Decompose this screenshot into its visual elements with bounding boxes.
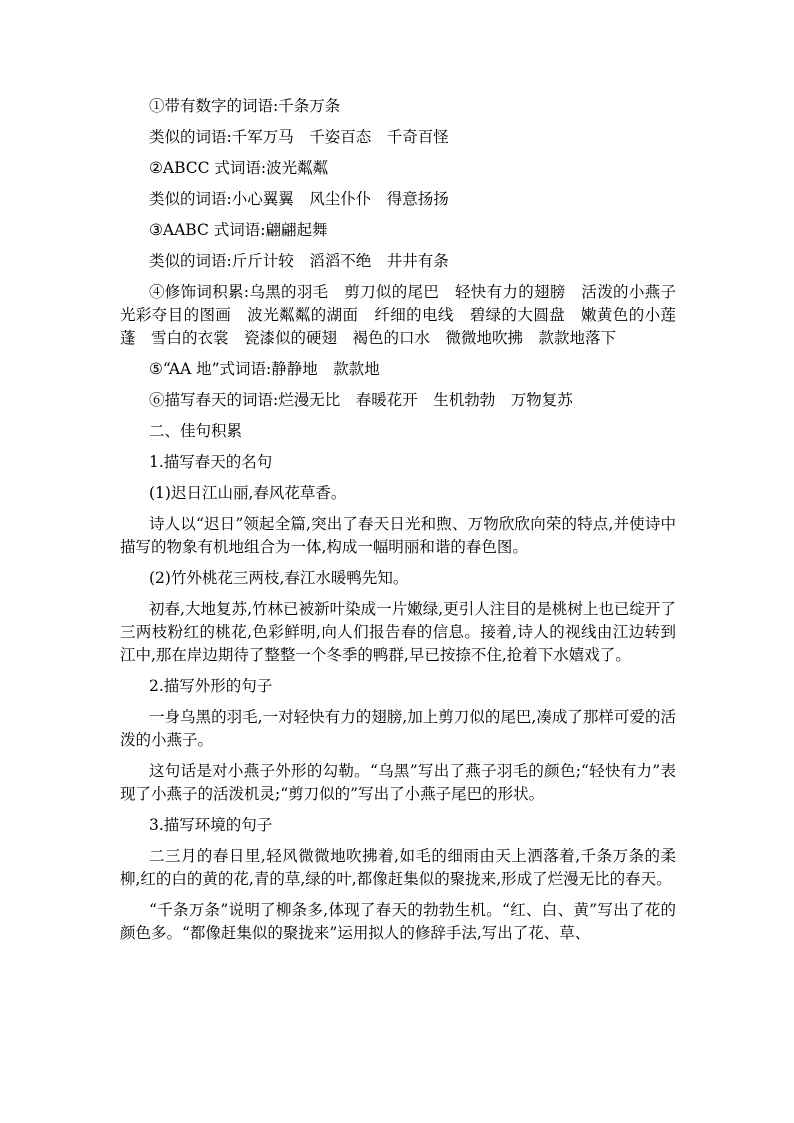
paragraph: ⑥描写春天的词语:烂漫无比 春暖花开 生机勃勃 万物复苏 bbox=[149, 391, 573, 409]
paragraph: ②ABCC 式词语:波光粼粼 bbox=[149, 159, 329, 177]
paragraph: ③AABC 式词语:翩翩起舞 bbox=[149, 221, 328, 239]
paragraph: 类似的词语:千军万马 千姿百态 千奇百怪 bbox=[149, 128, 449, 146]
paragraph: ①带有数字的词语:千条万条 bbox=[149, 97, 341, 115]
subsection-heading: 1.描写春天的名句 bbox=[149, 453, 273, 471]
paragraph: 这句话是对小燕子外形的勾勒。“乌黑”写出了燕子羽毛的颜色;“轻快有力”表现了小燕子的活泼机灵;“剪刀似的”写出了小燕子尾巴的形状。 bbox=[120, 762, 676, 803]
paragraph: 初春,大地复苏,竹林已被新叶染成一片嫩绿,更引人注目的是桃树上也已绽开了三两枝粉红的桃花,色彩鲜明,向人们报告春的信息。接着,诗人的视线由江边转到江中,那在岸边期待了整整一个冬季的鸭群,早已按捺不住,抢着下水嬉戏了。 bbox=[120, 600, 676, 664]
poem-line: (2)竹外桃花三两枝,春江水暖鸭先知。 bbox=[149, 569, 409, 587]
document-body bbox=[120, 95, 692, 945]
paragraph: 一身乌黑的羽毛,一对轻快有力的翅膀,加上剪刀似的尾巴,凑成了那样可爱的活泼的小燕子。 bbox=[120, 708, 676, 749]
paragraph: 诗人以“迟日”领起全篇,突出了春天日光和煦、万物欣欣向荣的特点,并使诗中描写的物象有机地组合为一体,构成一幅明丽和谐的春色图。 bbox=[120, 515, 676, 556]
paragraph: 二三月的春日里,轻风微微地吹拂着,如毛的细雨由天上洒落着,千条万条的柔柳,红的白的黄的花,青的草,绿的叶,都像赶集似的聚拢来,形成了烂漫无比的春天。 bbox=[120, 847, 676, 888]
paragraph: 类似的词语:小心翼翼 风尘仆仆 得意扬扬 bbox=[149, 190, 449, 208]
paragraph: ④修饰词积累:乌黑的羽毛 剪刀似的尾巴 轻快有力的翅膀 活泼的小燕子 光彩夺目的图画 波光粼粼的湖面 纤细的电线 碧绿的大圆盘 嫩黄色的小莲蓬 雪白的衣裳 瓷漆似的硬翅 褐色的口水 微微地吹拂 款款地落下 bbox=[120, 283, 692, 347]
section-heading: 二、佳句积累 bbox=[149, 422, 243, 440]
paragraph: 类似的词语:斤斤计较 滔滔不绝 井井有条 bbox=[149, 252, 449, 270]
subsection-heading: 3.描写环境的句子 bbox=[149, 816, 273, 834]
paragraph: “千条万条”说明了柳条多,体现了春天的勃勃生机。“红、白、黄”写出了花的颜色多。“都像赶集似的聚拢来”运用拟人的修辞手法,写出了花、草、 bbox=[120, 901, 676, 942]
poem-line: (1)迟日江山丽,春风花草香。 bbox=[149, 484, 347, 502]
subsection-heading: 2.描写外形的句子 bbox=[149, 677, 273, 695]
paragraph: ⑤“AA 地”式词语:静静地 款款地 bbox=[149, 360, 380, 378]
